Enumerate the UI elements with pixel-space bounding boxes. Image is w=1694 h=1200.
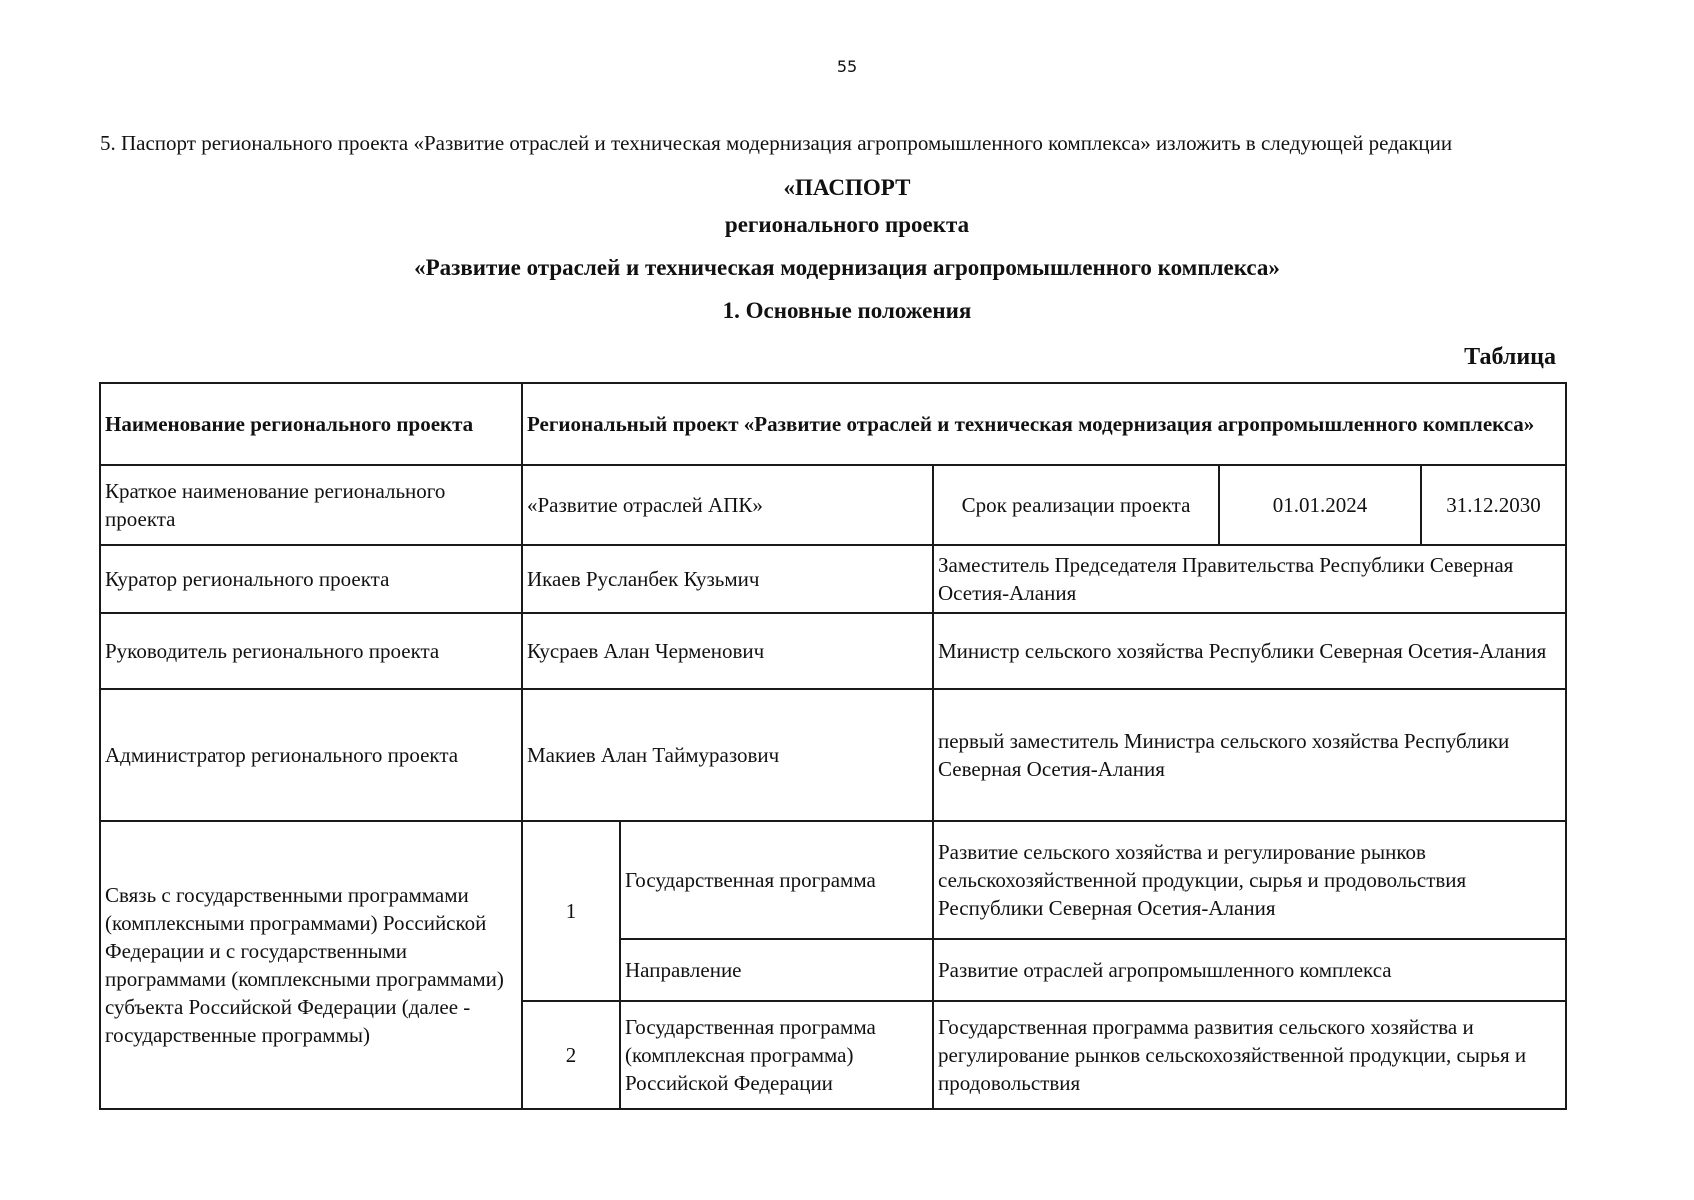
passport-heading: «ПАСПОРТ bbox=[783, 175, 911, 200]
admin-label: Администратор регионального проекта bbox=[100, 689, 522, 821]
head-label: Руководитель регионального проекта bbox=[100, 613, 522, 689]
table-row bbox=[100, 689, 1566, 821]
program-value: Развитие отраслей агропромышленного комплекса bbox=[933, 939, 1566, 1001]
curator-name: Икаев Русланбек Кузьмич bbox=[522, 545, 933, 613]
head-name: Кусраев Алан Черменович bbox=[522, 613, 933, 689]
program-number: 1 bbox=[522, 821, 620, 1001]
passport-table bbox=[99, 382, 1567, 1110]
table-row bbox=[100, 545, 1566, 613]
program-type: Государственная программа bbox=[620, 821, 933, 939]
project-name-value: Региональный проект «Развитие отраслей и техническая модернизация агропромышленного комплекса» bbox=[522, 383, 1566, 465]
table-row bbox=[100, 465, 1566, 545]
admin-position: первый заместитель Министра сельского хозяйства Республики Северная Осетия-Алания bbox=[933, 689, 1566, 821]
term-end-date: 31.12.2030 bbox=[1421, 465, 1566, 545]
term-label: Срок реализации проекта bbox=[933, 465, 1219, 545]
program-type: Направление bbox=[620, 939, 933, 1001]
program-type: Государственная программа (комплексная программа) Российской Федерации bbox=[620, 1001, 933, 1109]
project-name-label: Наименование регионального проекта bbox=[100, 383, 522, 465]
page-number: 55 bbox=[836, 57, 858, 76]
curator-position: Заместитель Председателя Правительства Республики Северная Осетия-Алания bbox=[933, 545, 1566, 613]
table-row bbox=[100, 613, 1566, 689]
head-position: Министр сельского хозяйства Республики Северная Осетия-Алания bbox=[933, 613, 1566, 689]
short-name-value: «Развитие отраслей АПК» bbox=[522, 465, 933, 545]
program-value: Государственная программа развития сельского хозяйства и регулирование рынков сельскохозяйственной продукции, сырья и продовольствия bbox=[933, 1001, 1566, 1109]
programs-label: Связь с государственными программами (комплексными программами) Российской Федерации и с государственными программами (комплексными программами) субъекта Российской Федерации (далее - государственные программы) bbox=[100, 821, 522, 1109]
passport-subheading: регионального проекта bbox=[724, 212, 970, 237]
short-name-label: Краткое наименование регионального проекта bbox=[100, 465, 522, 545]
table-caption: Таблица bbox=[1464, 344, 1556, 370]
admin-name: Макиев Алан Таймуразович bbox=[522, 689, 933, 821]
term-start-date: 01.01.2024 bbox=[1219, 465, 1421, 545]
table-row bbox=[100, 383, 1566, 465]
program-number: 2 bbox=[522, 1001, 620, 1109]
curator-label: Куратор регионального проекта bbox=[100, 545, 522, 613]
program-value: Развитие сельского хозяйства и регулирование рынков сельскохозяйственной продукции, сырья и продовольствия Республики Северная Осетия-Алания bbox=[933, 821, 1566, 939]
section-title: 1. Основные положения bbox=[722, 298, 972, 323]
intro-paragraph: 5. Паспорт регионального проекта «Развитие отраслей и техническая модернизация агропромышленного комплекса» изложить в следующей редакции bbox=[100, 131, 1453, 155]
project-title: «Развитие отраслей и техническая модернизация агропромышленного комплекса» bbox=[414, 255, 1280, 280]
table-row bbox=[100, 821, 1566, 939]
